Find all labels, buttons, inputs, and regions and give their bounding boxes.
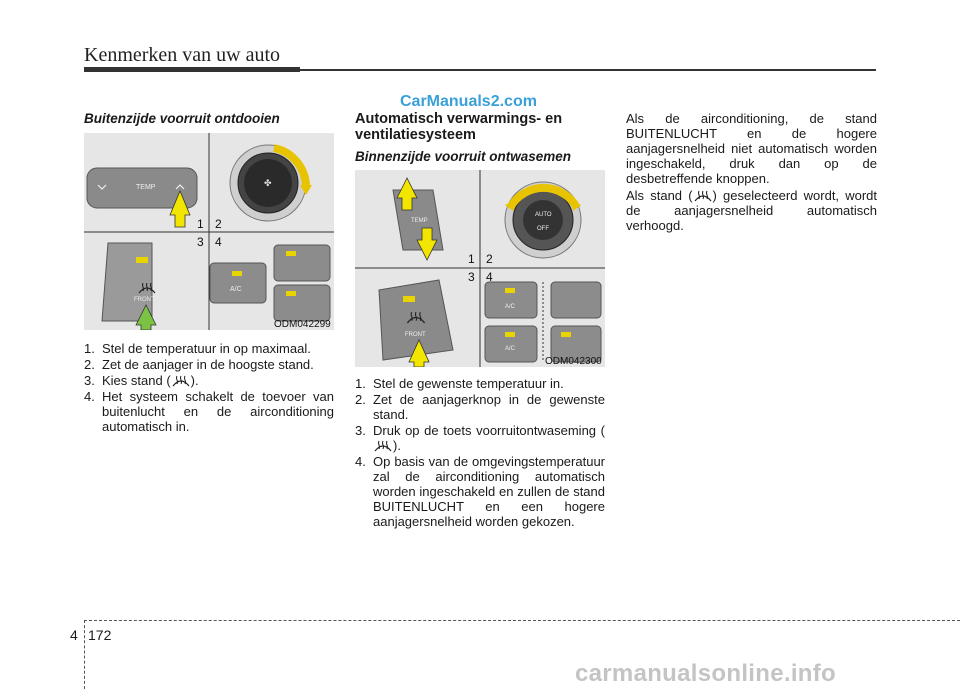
svg-text:AUTO: AUTO <box>535 212 552 218</box>
page-number: 172 <box>88 627 112 643</box>
header-rule-thin <box>300 69 876 71</box>
footer-vertical-rule <box>84 620 85 689</box>
temp-label-left: TEMP <box>136 184 156 191</box>
figure-left-illustration <box>84 133 334 330</box>
fig-left-label-4: 4 <box>215 235 222 249</box>
defrost-icon <box>693 189 713 202</box>
section-title: Kenmerken van uw auto <box>84 44 281 66</box>
list-item: 4. Het systeem schakelt de toevoer van buitenlucht en de airconditioning automatisch in. <box>84 389 334 434</box>
watermark-bottom: carmanualsonline.info <box>575 660 837 687</box>
svg-text:TEMP: TEMP <box>411 218 428 224</box>
right-paragraph-2: Als stand ( ) geselecteerd wordt, wordt de aanjagersnelheid automatisch verhoogd. <box>626 188 877 233</box>
middle-column <box>355 111 605 164</box>
middle-steps <box>355 376 605 530</box>
figure-left <box>84 133 334 330</box>
indicator-light <box>136 257 148 263</box>
watermark-top: CarManuals2.com <box>400 93 537 110</box>
fig-middle-label-1: 1 <box>468 252 475 266</box>
svg-text:✤: ✤ <box>264 178 272 188</box>
svg-text:A/C: A/C <box>505 346 516 352</box>
svg-text:FRONT: FRONT <box>134 297 155 303</box>
list-item: 3. Druk op de toets voorruitontwaseming (). <box>355 423 605 453</box>
footer-rule <box>84 620 960 621</box>
middle-heading: Automatisch verwarmings- en ventilatiesysteem <box>355 111 563 143</box>
svg-text:OFF: OFF <box>537 226 549 232</box>
defrost-icon <box>171 374 191 387</box>
left-column <box>84 111 334 126</box>
svg-text:A/C: A/C <box>505 304 516 310</box>
fig-left-label-1: 1 <box>197 217 204 231</box>
header-rule-thick <box>84 67 300 72</box>
fig-middle-label-2: 2 <box>486 252 493 266</box>
right-column <box>626 111 877 235</box>
list-item: 4. Op basis van de omgevingstemperatuur zal de airconditioning automatisch worden ingeschakeld en zullen de stand BUITENLUCHT en een hogere aanjagersnelheid worden gekozen. <box>355 454 605 529</box>
left-heading: Buitenzijde voorruit ontdooien <box>84 111 280 126</box>
right-paragraph-1: Als de airconditioning, de stand BUITENLUCHT en de hogere aanjagersnelheid niet automatisch worden ingeschakeld, druk dan op de desbetreffende knoppen. <box>626 111 877 186</box>
svg-text:A/C: A/C <box>230 286 242 293</box>
section-number: 4 <box>70 627 78 643</box>
figure-middle-illustration <box>355 170 605 367</box>
left-steps <box>84 341 334 435</box>
figure-middle <box>355 170 605 367</box>
list-item: 3. Kies stand ( ). <box>84 373 199 388</box>
fig-middle-label-3: 3 <box>468 270 475 284</box>
svg-text:FRONT: FRONT <box>405 332 426 338</box>
figure-left-caption: ODM042299 <box>274 319 331 330</box>
list-item: 2. Zet de aanjager in de hoogste stand. <box>84 357 314 372</box>
figure-middle-caption: ODM042300 <box>545 356 602 367</box>
middle-subheading: Binnenzijde voorruit ontwasemen <box>355 149 572 164</box>
fig-left-label-2: 2 <box>215 217 222 231</box>
list-item: 1. Stel de gewenste temperatuur in. <box>355 376 564 391</box>
list-item: 1. Stel de temperatuur in op maximaal. <box>84 341 311 356</box>
fig-left-label-3: 3 <box>197 235 204 249</box>
defrost-icon <box>373 439 393 452</box>
list-item: 2. Zet de aanjagerknop in de gewenste stand. <box>355 392 605 422</box>
fig-middle-label-4: 4 <box>486 270 493 284</box>
